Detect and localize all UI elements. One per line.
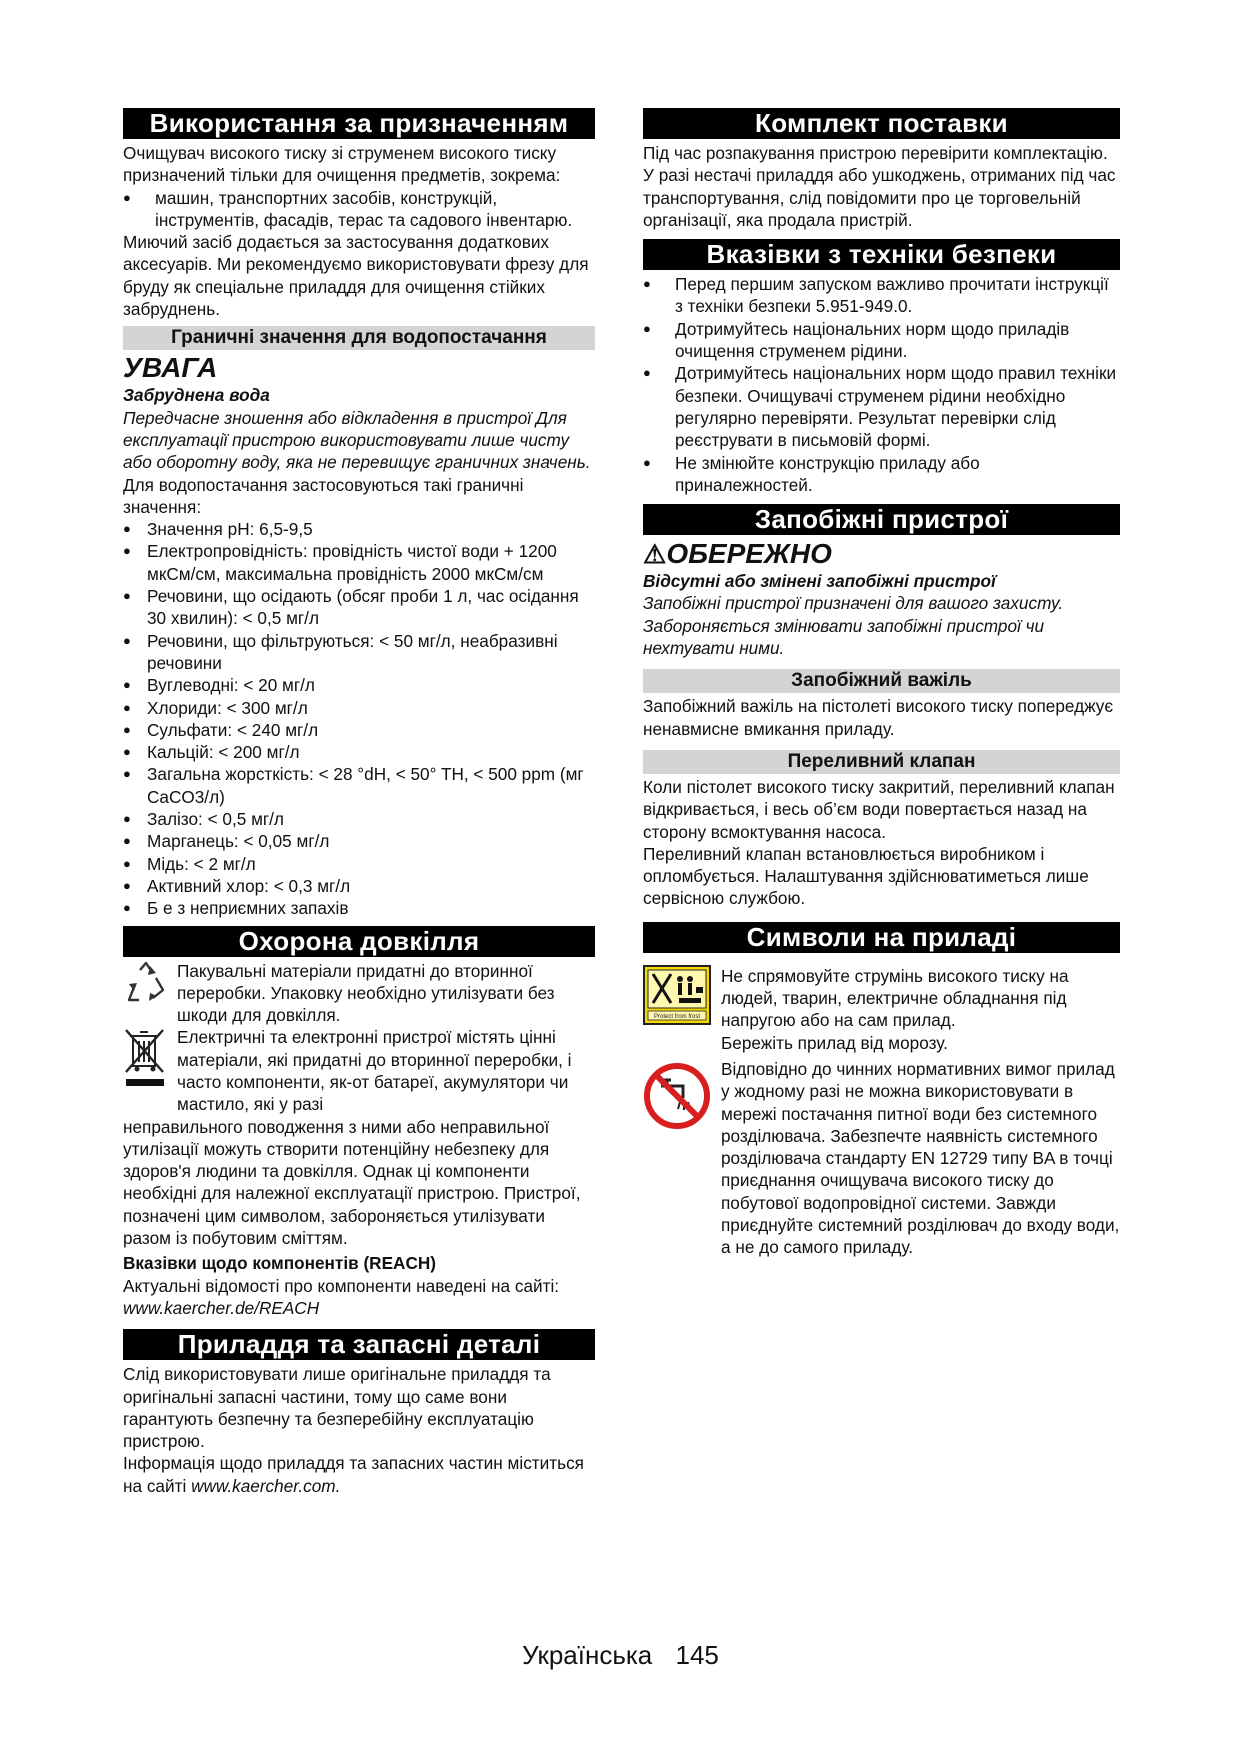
symbol-row-spray [643,965,1120,1054]
section-title-environment: Охорона довкілля [123,926,595,957]
notice-subtitle: Забруднена вода [123,385,270,406]
page-footer [0,1640,1241,1670]
recycle-block [123,960,595,1027]
caution-text: Запобіжні пристрої призначені для вашого захисту. Забороняється змінювати запобіжні пристрої чи нехтувати ними. [643,593,1064,659]
symbol-spray-description [721,965,1120,1054]
reach-link[interactable]: www.kaercher.de/REACH [123,1297,320,1318]
list-item: ● Хлориди: < 300 мг/л [123,697,595,719]
intended-use-list [123,187,595,232]
accessories-info [123,1452,595,1497]
detergent-text: Миючий засіб додається за застосування додаткових аксесуарів. Ми рекомендуємо використовувати фрезу для бруду як спеціальне приладдя для очищення стійких забруднень. [123,232,589,320]
caution-heading [643,538,1120,570]
reach-title: Вказівки щодо компонентів (REACH) [123,1253,436,1274]
recycle-text: Пакувальні матеріали придатні до вторинної переробки. Упаковку необхідно утилізувати без шкоди для довкілля. [177,960,555,1026]
section-title-safety-devices: Запобіжні пристрої [643,504,1120,535]
section-title-symbols: Символи на приладі [643,922,1120,953]
delivery-text: Під час розпакування пристрою перевірити комплектацію. У разі нестачі приладдя або ушкоджень, отриманих під час транспортування, слід повідомити про це торговельній організації, яка продала пристрій. [643,143,1116,230]
crossed-bin-icon [123,1026,169,1093]
section-title-safety: Вказівки з техніки безпеки [643,239,1120,270]
weee-text-continued: неправильного поводження з ними або неправильної утилізації можуть створити потенційну небезпеку для здоров'я людини та довкілля. Однак ці компоненти необхідні для належної експлуатації пристрою. Пристрої, позначені цим символом, забороняється утилізувати разом із побутовим сміттям. [123,1116,581,1249]
frost-label-text: Protect from frost [653,1013,701,1020]
list-item: ● Речовини, що фільтруються: < 50 мг/л, неабразивні речовини [123,630,595,675]
valve-text-2: Переливний клапан встановлюється виробником і опломбується. Налаштування здійснюватиметься лише сервісною службою. [643,843,1089,909]
list-item: ● Речовини, що осідають (обсяг проби 1 л, час осідання 30 хвилин): < 0,5 мг/л [123,585,595,630]
weee-text: Електричні та електронні пристрої містять цінні матеріали, які придатні до вторинної переробки, і часто компоненти, як-от батареї, акумулятори чи мастило, які у разі [177,1027,572,1115]
page-number: 145 [675,1640,719,1670]
list-item: ● Перед першим запуском важливо прочитати інструкції з техніки безпеки 5.951-949.0. [643,273,1120,318]
list-item: ● Б е з неприємних запахів [123,897,595,919]
list-item: ● Мідь: < 2 мг/л [123,853,595,875]
spray-warning-label-icon [643,965,711,1030]
section-title-intended-use: Використання за призначенням [123,108,595,139]
reach-paragraph [123,1275,595,1320]
spray-warning-text: Не спрямовуйте струмінь високого тиску на людей, тварин, електричне обладнання під напругою або на сам прилад. [721,965,1069,1031]
list-item: ● Електропровідність: провідність чистої води + 1200 мкСм/см, максимальна провідність 2000 мкСм/см [123,540,595,585]
accessories-text: Слід використовувати лише оригінальне приладдя та оригінальні запасні частини, тому що саме вони гарантують безпечну та безперебійну експлуатацію пристрою. [123,1364,551,1452]
lever-text: Запобіжний важіль на пістолеті високого тиску попереджує ненавмисне вмикання приладу. [643,696,1114,739]
notice-text: Передчасне зношення або відкладення в пристрої Для експлуатації пристрою використовувати лише чисту або оборотну воду, яка не перевищує граничних значень. [123,407,591,473]
no-drinking-water-connection-icon [643,1058,711,1135]
caution-label: ОБЕРЕЖНО [666,538,832,570]
list-item: ● машин, транспортних засобів, конструкцій, інструментів, фасадів, терас та садового інвентарю. [123,187,595,232]
list-item: ● Дотримуйтесь національних норм щодо правил техніки безпеки. Очищувачі струменем рідини необхідно регулярно перевіряти. Результат перевірки слід реєструвати в письмовій формі. [643,362,1120,451]
list-item: ● Загальна жорсткість: < 28 °dH, < 50° TH, < 500 ppm (мг CaCO3/л) [123,763,595,808]
section-title-delivery: Комплект поставки [643,108,1120,139]
accessories-info-text: Інформація щодо приладдя та запасних частин міститься на сайті [123,1453,584,1496]
warning-triangle-icon: ⚠ [643,539,667,570]
weee-block [123,1026,595,1115]
list-item: ● Значення pH: 6,5-9,5 [123,518,595,540]
section-title-water-limits: Граничні значення для водопостачання [123,326,595,350]
notice-heading: УВАГА [123,352,218,384]
intended-use-text: Очищувач високого тиску зі струменем високого тиску призначений тільки для очищення предметів, зокрема: [123,143,561,186]
limits-intro: Для водопостачання застосовуються такі граничні значення: [123,474,524,517]
subsection-title-lever: Запобіжний важіль [643,669,1120,693]
caution-subtitle: Відсутні або змінені запобіжні пристрої [643,571,996,592]
safety-list [643,273,1120,496]
list-item: ● Марганець: < 0,05 мг/л [123,830,595,852]
list-item: ● Залізо: < 0,5 мг/л [123,808,595,830]
recycle-icon [123,960,169,1011]
kaercher-link[interactable]: www.kaercher.com. [191,1475,341,1496]
list-item: ● Вуглеводні: < 20 мг/л [123,674,595,696]
list-item: ● Активний хлор: < 0,3 мг/л [123,875,595,897]
limits-list [123,518,595,919]
drinking-water-text: Відповідно до чинних нормативних вимог прилад у жодному разі не можна використовувати в мережі постачання питної води без системного розділювача. Забезпечте наявність системного розділювача стандарту EN 12729 типу BA в точці приєднання очищувача високого тиску до побутової водопровідної системи. Завжди приєднуйте системний розділювач до входу води, а не до самого приладу. [721,1058,1120,1258]
footer-language: Українська [522,1640,653,1670]
reach-text: Актуальні відомості про компоненти наведені на сайті: [123,1275,560,1296]
frost-warning-text: Бережіть прилад від морозу. [721,1032,948,1053]
symbol-row-drinking-water [643,1058,1120,1259]
list-item: ● Сульфати: < 240 мг/л [123,719,595,741]
list-item: ● Не змінюйте конструкцію приладу або приналежностей. [643,452,1120,497]
valve-text: Коли пістолет високого тиску закритий, переливний клапан відкривається, і весь об’єм води повертається назад на сторону всмоктування насоса. [643,776,1115,842]
right-column [643,108,1120,1259]
left-column [123,108,595,1497]
list-item: ● Дотримуйтесь національних норм щодо приладів очищення струменем рідини. [643,318,1120,363]
list-item: ● Кальцій: < 200 мг/л [123,741,595,763]
subsection-title-valve: Переливний клапан [643,750,1120,774]
section-title-accessories: Приладдя та запасні деталі [123,1329,595,1360]
